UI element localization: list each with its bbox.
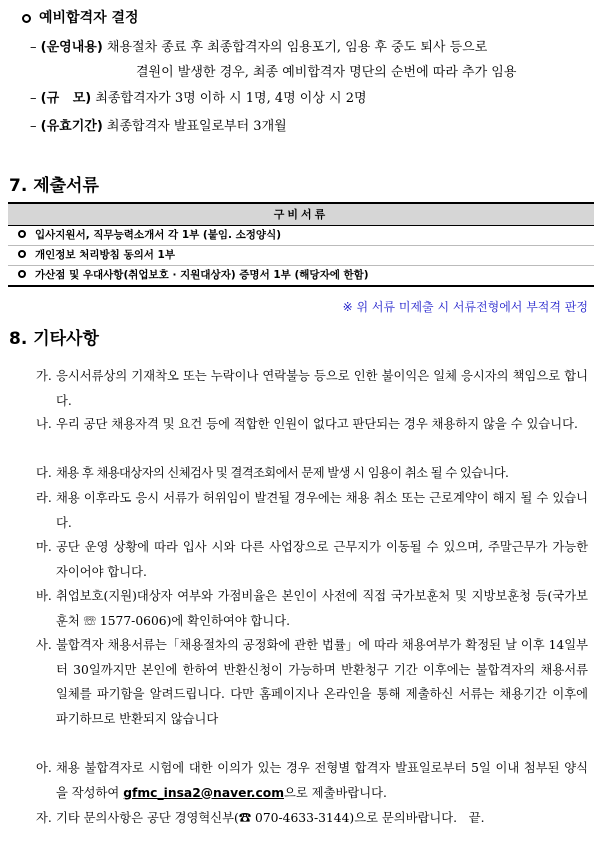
list-item: 가. 응시서류상의 기재착오 또는 누락이나 연락불능 등으로 인한 불이익은 일체 응시자의 책임으로 합니다.: [36, 369, 588, 408]
list-item: 다. 채용 후 채용대상자의 신체검사 및 결격조회에서 문제 발생 시 임용이 취소 될 수 있습니다.: [36, 466, 509, 480]
validity-row: – (유효기간) 최종합격자 발표일로부터 3개월: [30, 119, 287, 134]
circle-bullet-icon: [18, 270, 26, 278]
circle-bullet-icon: [18, 230, 26, 238]
table-row: 가산점 및 우대사항(취업보호 · 지원대상자) 증명서 1부 (해당자에 한함): [8, 265, 594, 285]
list-item: 라. 채용 이후라도 응시 서류가 허위임이 발견될 경우에는 채용 취소 또는 근로계약이 해지 될 수 있습니다.: [36, 491, 588, 530]
table-row: 입사지원서, 직무능력소개서 각 1부 (붙임. 소정양식): [8, 226, 594, 245]
list-item: 바. 취업보호(지원)대상자 여부와 가점비율은 본인이 사전에 직접 국가보훈처 및 지방보훈청 등(국가보훈처 ☏ 1577-0606)에 확인하여야 합니다.: [36, 589, 588, 628]
circle-bullet-icon: [22, 14, 31, 23]
disqualification-note: ※ 위 서류 미제출 시 서류전형에서 부적격 판정: [342, 300, 588, 314]
section6-heading: 예비합격자 결정: [22, 7, 139, 27]
list-item: 나. 우리 공단 채용자격 및 요건 등에 적합한 인원이 없다고 판단되는 경우 채용하지 않을 수 있습니다.: [36, 417, 578, 431]
circle-bullet-icon: [18, 250, 26, 258]
table-row: 개인정보 처리방침 동의서 1부: [8, 245, 594, 265]
list-item: 사. 불합격자 채용서류는「채용절차의 공정화에 관한 법률」에 따라 채용여부가 확정된 날 이후 14일부터 30일까지만 본인에 한하여 반환신청이 가능하며 반환청구 기간 이후에는 불합격자의 채용서류 일체를 파기함을 알려드립니다. 다만 홈페이지나 온라인을 통해 제출하신 서류는 채용기간 이후에 파기하므로 반환되지 않습니다: [36, 638, 588, 726]
operation-row: – (운영내용) 채용절차 종료 후 최종합격자의 임용포기, 임용 후 중도 퇴사 등으로: [30, 40, 488, 55]
section7-title: 7. 제출서류: [9, 176, 99, 196]
section8-title: 8. 기타사항: [9, 329, 99, 349]
email-link[interactable]: gfmc_insa2@naver.com: [123, 785, 285, 800]
list-item: 마. 공단 운영 상황에 따라 입사 시와 다른 사업장으로 근무지가 이동될 수 있으며, 주말근무가 가능한 자이어야 합니다.: [36, 540, 588, 579]
list-item: 아. 채용 불합격자로 시험에 대한 이의가 있는 경우 전형별 합격자 발표일로부터 5일 이내 첨부된 양식을 작성하여 gfmc_insa2@naver.com으로 제출바랍니다.: [36, 761, 588, 800]
operation-row-line2: 결원이 발생한 경우, 최종 예비합격자 명단의 순번에 따라 추가 임용: [136, 65, 517, 80]
documents-table: [8, 202, 594, 287]
scale-row: – (규 모) 최종합격자가 3명 이하 시 1명, 4명 이상 시 2명: [30, 91, 367, 106]
list-item: 자. 기타 문의사항은 공단 경영혁신부(☎ 070-4633-3144)으로 문의바랍니다. 끝.: [36, 811, 485, 825]
table-header: 구비서류: [8, 204, 594, 226]
